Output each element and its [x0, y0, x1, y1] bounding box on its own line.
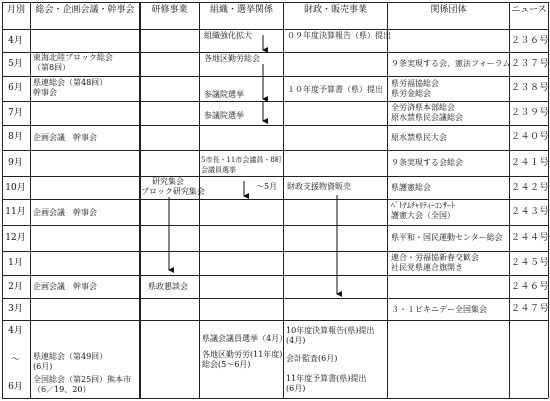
org-entry: 総会(5～6月): [202, 360, 251, 369]
news-issue: ２３７号: [511, 59, 550, 69]
related-entry: ９条実現する会総会: [391, 158, 463, 167]
related-entry: 県護憲総会: [391, 183, 431, 192]
general-entry: 企画会議 幹事会: [33, 208, 97, 217]
general-entry: 県連総会（第48回）: [33, 78, 108, 87]
period-start-label: 4月: [8, 326, 23, 336]
org-entry: 組織強化拡大: [204, 31, 252, 40]
news-issue: ２４３号: [511, 207, 550, 217]
month-label: 1月: [8, 258, 23, 268]
finance-entry: 10年度決算報告(県)提出: [286, 326, 375, 335]
general-entry: 幹事会: [33, 88, 57, 97]
general-entry: 県連総会（第49回）: [33, 352, 108, 361]
related-entry: 原水禁県民大会: [391, 133, 447, 142]
related-entry: 県労金総会: [391, 89, 431, 98]
news-issue: ２４６号: [511, 282, 550, 292]
finance-entry: １０年度予算書（県）提出: [287, 85, 383, 94]
related-entry: 護憲大会（全国）: [391, 211, 455, 220]
month-label: 8月: [8, 132, 23, 142]
org-entry: 参議院選挙: [204, 111, 244, 120]
news-issue: ２３６号: [511, 36, 550, 46]
header-training: 研修事業: [151, 5, 188, 15]
news-issue: ２３８号: [511, 83, 550, 93]
header-finance: 財政・販売事業: [303, 5, 367, 15]
header-general: 総会・企画会議・幹事会: [35, 5, 135, 15]
general-entry: (6月): [33, 362, 53, 371]
general-entry: （6／19、20）: [33, 385, 91, 394]
org-entry: 参議院選挙: [204, 90, 244, 99]
related-entry: 連合・労福協新春交歓会: [391, 253, 479, 262]
news-issue: ２４５号: [511, 258, 550, 268]
finance-entry: (6月): [286, 384, 306, 393]
org-entry: 県議会議員選挙（4月）: [202, 334, 288, 343]
news-issue: ２４１号: [511, 158, 550, 168]
month-label: 7月: [8, 108, 23, 118]
month-label: 11月: [5, 207, 26, 217]
month-label: 3月: [8, 304, 23, 314]
month-label: 9月: [8, 158, 23, 168]
month-label: 4月: [8, 36, 23, 46]
news-issue: ２４２号: [511, 183, 550, 193]
general-entry: 東海北陸ブロック総会: [33, 53, 113, 62]
related-entry: ﾍﾞﾄﾅﾑﾁｬﾘﾃｨｰｺﾝｻｰﾄ: [391, 201, 455, 210]
org-entry: 各地区勤労総会: [204, 54, 260, 63]
month-label: 2月: [8, 282, 23, 292]
related-entry: 県労福協総会: [391, 79, 439, 88]
period-end-label: 6月: [8, 382, 23, 392]
news-issue: ２４４号: [511, 233, 550, 243]
general-entry: 企画会議 幹事会: [33, 282, 97, 291]
related-entry: 原水禁県民会議総会: [391, 113, 463, 122]
training-entry: ブロック研究集会: [141, 187, 205, 196]
header-related: 関係団体: [430, 5, 467, 15]
finance-entry: (4月): [286, 336, 306, 345]
related-entry: ９条実現する会、憲法フォーラム: [391, 59, 511, 68]
related-entry: ３・１ビキニデー全国集会: [391, 305, 487, 314]
finance-entry: 11年度予算書(県)提出: [286, 374, 367, 383]
finance-entry: 会計監査(6月): [286, 354, 338, 363]
finance-entry: ０９年度決算報告（県）提出: [287, 31, 391, 40]
general-entry: （第8回）: [33, 63, 71, 72]
news-issue: ２３９号: [511, 108, 550, 118]
org-entry: 各地区勤労労(11年度): [202, 350, 283, 359]
general-entry: 企画会議 幹事会: [33, 133, 97, 142]
org-entry: 会議員選挙: [201, 166, 236, 174]
org-entry: 5市長・11市会議員・8町: [201, 156, 282, 164]
related-entry: 全労済県本部総会: [391, 103, 455, 112]
training-entry: 研究集会: [152, 177, 184, 186]
general-entry: 全国総会（第25回）熊本市: [33, 375, 132, 384]
related-entry: 社民党県連合旗開き: [391, 263, 463, 272]
month-label: 5月: [8, 59, 23, 69]
training-entry: 県政懇談会: [148, 282, 188, 291]
header-news: ニュース: [511, 5, 547, 15]
header-org: 組織・選挙関係: [209, 5, 273, 15]
period-tilde: ～: [10, 355, 20, 365]
related-entry: 県平和・国民運動センター総会: [391, 233, 503, 242]
org-entry: ～5月: [256, 182, 278, 191]
news-issue: ２４０号: [511, 132, 550, 142]
month-label: 6月: [8, 83, 23, 93]
month-label: 10月: [5, 183, 26, 193]
month-label: 12月: [5, 233, 26, 243]
finance-entry: 財政支援物資販売: [287, 182, 351, 191]
header-month: 月別: [6, 5, 25, 15]
news-issue: ２４７号: [511, 304, 550, 314]
